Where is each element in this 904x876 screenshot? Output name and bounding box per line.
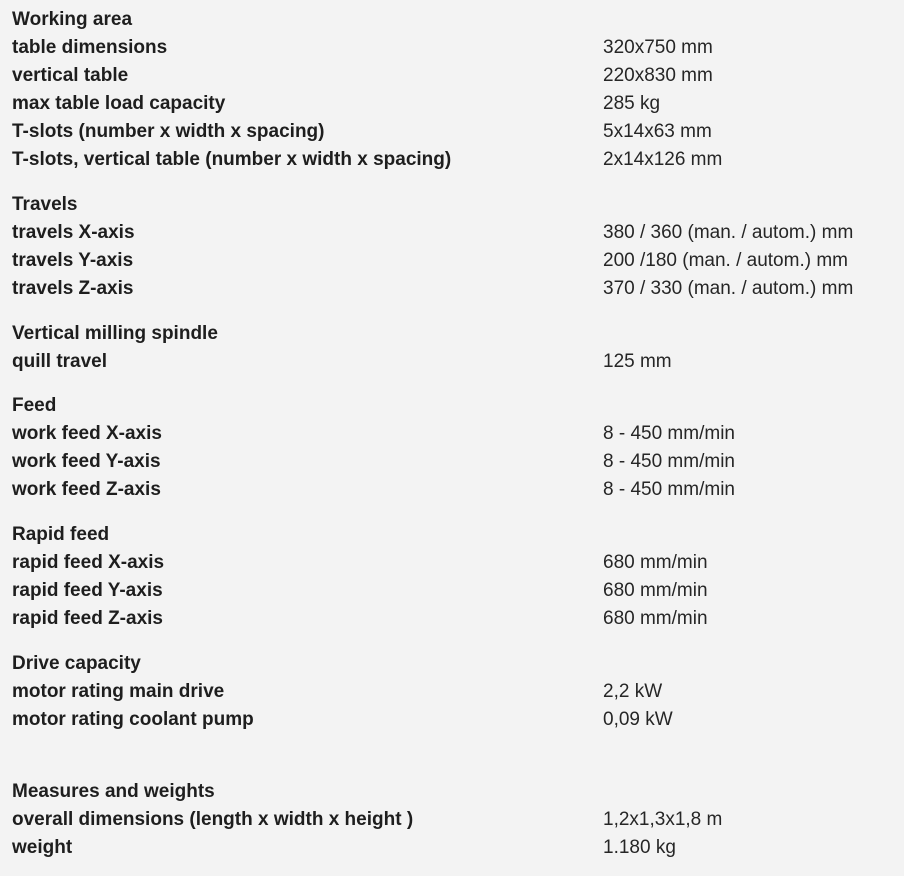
spec-row bbox=[0, 476, 904, 504]
spec-value: 1.180 kg bbox=[603, 837, 676, 858]
spec-value: 8 - 450 mm/min bbox=[603, 479, 735, 500]
spec-row bbox=[0, 834, 904, 862]
spec-label: work feed Y-axis bbox=[12, 451, 161, 472]
spec-row bbox=[0, 605, 904, 633]
spec-value: 1,2x1,3x1,8 m bbox=[603, 809, 723, 830]
spec-label: travels Z-axis bbox=[12, 278, 134, 299]
spec-value: 2x14x126 mm bbox=[603, 149, 723, 170]
section-heading: Feed bbox=[12, 395, 57, 416]
spec-row bbox=[0, 62, 904, 90]
spec-value: 8 - 450 mm/min bbox=[603, 451, 735, 472]
spec-label: T-slots (number x width x spacing) bbox=[12, 121, 325, 142]
spec-value: 8 - 450 mm/min bbox=[603, 423, 735, 444]
spec-row bbox=[0, 448, 904, 476]
spec-label: work feed X-axis bbox=[12, 423, 162, 444]
section-heading-working-area bbox=[0, 6, 904, 34]
spec-label: rapid feed Y-axis bbox=[12, 580, 163, 601]
section-heading-drive-capacity bbox=[0, 650, 904, 678]
spec-value: 380 / 360 (man. / autom.) mm bbox=[603, 222, 854, 243]
spec-value: 125 mm bbox=[603, 351, 672, 372]
spec-value: 200 /180 (man. / autom.) mm bbox=[603, 250, 848, 271]
spec-label: work feed Z-axis bbox=[12, 479, 161, 500]
spec-label: rapid feed Z-axis bbox=[12, 608, 163, 629]
spec-value: 320x750 mm bbox=[603, 37, 713, 58]
spec-label: travels Y-axis bbox=[12, 250, 134, 271]
section-heading: Working area bbox=[12, 9, 133, 30]
spec-value: 680 mm/min bbox=[603, 552, 708, 573]
spec-value: 2,2 kW bbox=[603, 681, 663, 702]
spec-value: 5x14x63 mm bbox=[603, 121, 712, 142]
spec-value: 370 / 330 (man. / autom.) mm bbox=[603, 278, 854, 299]
section-heading: Drive capacity bbox=[12, 653, 141, 674]
spec-label: overall dimensions (length x width x height ) bbox=[12, 809, 414, 830]
spec-row bbox=[0, 806, 904, 834]
spec-row bbox=[0, 34, 904, 62]
spec-row bbox=[0, 577, 904, 605]
section-heading-vertical-milling-spindle bbox=[0, 320, 904, 348]
spec-label: rapid feed X-axis bbox=[12, 552, 165, 573]
spec-label: T-slots, vertical table (number x width x spacing) bbox=[12, 149, 452, 170]
spec-label: motor rating coolant pump bbox=[12, 709, 254, 730]
spec-row bbox=[0, 348, 904, 376]
spec-label: vertical table bbox=[12, 65, 129, 86]
spec-value: 220x830 mm bbox=[603, 65, 713, 86]
spec-row bbox=[0, 678, 904, 706]
spec-row bbox=[0, 146, 904, 174]
spec-row bbox=[0, 706, 904, 734]
section-heading: Rapid feed bbox=[12, 524, 110, 545]
section-heading-measures-and-weights bbox=[0, 778, 904, 806]
spec-row bbox=[0, 90, 904, 118]
spec-row bbox=[0, 247, 904, 275]
section-heading: Measures and weights bbox=[12, 781, 215, 802]
spec-label: table dimensions bbox=[12, 37, 168, 58]
spec-row bbox=[0, 549, 904, 577]
spec-value: 680 mm/min bbox=[603, 580, 708, 601]
spec-row bbox=[0, 275, 904, 303]
spec-label: motor rating main drive bbox=[12, 681, 225, 702]
section-heading-feed bbox=[0, 392, 904, 420]
spec-value: 0,09 kW bbox=[603, 709, 673, 730]
spec-row bbox=[0, 219, 904, 247]
spec-label: travels X-axis bbox=[12, 222, 135, 243]
spec-value: 680 mm/min bbox=[603, 608, 708, 629]
section-heading-travels bbox=[0, 191, 904, 219]
spec-label: quill travel bbox=[12, 351, 108, 372]
section-heading-rapid-feed bbox=[0, 521, 904, 549]
spec-label: weight bbox=[12, 837, 73, 858]
spec-label: max table load capacity bbox=[12, 93, 226, 114]
section-heading: Travels bbox=[12, 194, 78, 215]
spec-value: 285 kg bbox=[603, 93, 661, 114]
spec-row bbox=[0, 118, 904, 146]
section-heading: Vertical milling spindle bbox=[12, 323, 218, 344]
spec-row bbox=[0, 420, 904, 448]
